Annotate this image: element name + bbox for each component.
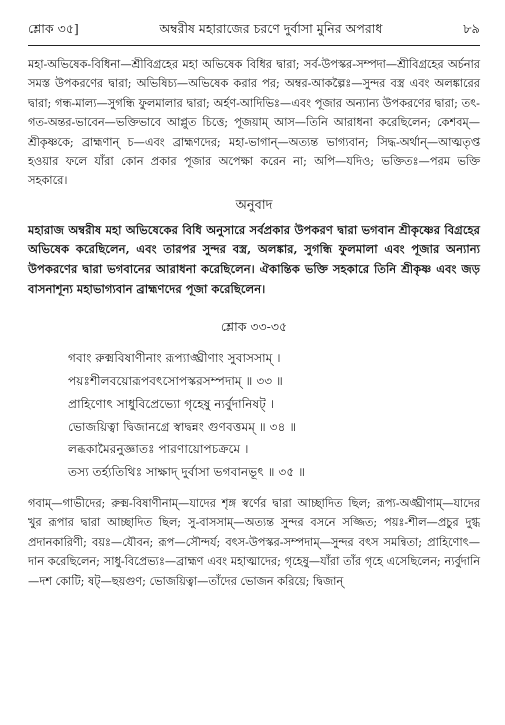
book-page [28, 20, 480, 710]
translation-text: মহারাজ অম্বরীষ মহা অভিষেকের বিধি অনুসারে সর্বপ্রকার উপকরণ দ্বারা ভগবান শ্রীকৃষ্ণের বিগ্রহের অভিষেক করেছিলেন, এবং তারপর সুন্দর বস্ত্র, অলঙ্কার, সুগন্ধি ফুলমালা এবং পূজার অন্যান্য উপকরণের দ্বারা ভগবানের আরাধনা করেছিলেন। ঐকান্তিক ভক্তি সহকারে তিনি শ্রীকৃষ্ণ এবং জড় বাসনাশূন্য মহাভাগ্যবান ব্রাহ্মণদের পূজা করেছিলেন। [28, 222, 480, 296]
verse-line: লব্ধকামৈরনুজ্ঞাতঃ পারণায়োপচক্রমে । [68, 442, 249, 457]
verse-line: তস্য তর্হ্যতিথিঃ সাক্ষাদ্ দুর্বাসা ভগবানভূৎ ॥ ৩৫ ॥ [68, 465, 306, 480]
page-number: ৮৯ [463, 22, 480, 37]
translation-heading: অনুবাদ [235, 197, 273, 213]
chapter-title: অম্বরীষ মহারাজের চরণে দুর্বাসা মুনির অপরাধ [159, 21, 383, 36]
running-header [28, 20, 480, 46]
verse-line: গবাং রুক্মবিষাণীনাং রূপ্যাঙ্ঘ্রীণাং সুবাসসাম্ । [68, 351, 281, 366]
word-meanings-bottom: গবাম্—গাভীদের; রুক্ম-বিষাণীনাম্—যাদের শৃঙ্গ স্বর্ণের দ্বারা আচ্ছাদিত ছিল; রূপ্য-অঙ্ঘ্রীণাম্—যাদের খুর রূপার দ্বারা আচ্ছাদিত ছিল; সু-বাসসাম্—অত্যন্ত সুন্দর বসনে সজ্জিত; পয়ঃ-শীল—প্রচুর দুগ্ধ প্রদানকারিণী; বয়ঃ—যৌবন; রূপ—সৌন্দর্য; বৎস-উপস্কর-সম্পদাম্—সুন্দর বৎস সমন্বিতা; প্রাহিণোৎ—দান করেছিলেন; সাধু-বিপ্রেভ্যঃ—ব্রাহ্মণ এবং মহাত্মাদের; গৃহেষু—যাঁরা তাঁর গৃহে এসেছিলেন; ন্যর্বুদানি—দশ কোটি; ষট্—ছয়গুণ; ভোজয়িত্বা—তাঁদের ভোজন করিয়ে; দ্বিজান্ [28, 497, 480, 588]
verse-heading: শ্লোক ৩৩-৩৫ [220, 319, 288, 335]
header-verse-ref: শ্লোক ৩৫] [28, 21, 79, 36]
verse-line: প্রাহিণোৎ সাধুবিপ্রেভ্যো গৃহেষু ন্যর্বুদানিষট্ । [68, 396, 275, 411]
verse-line: ভোজয়িত্বা দ্বিজানগ্রে স্বাদ্বন্নং গুণবত্তমম্ ॥ ৩৪ ॥ [68, 419, 297, 434]
word-meanings-top: মহা-অভিষেক-বিধিনা—শ্রীবিগ্রহের মহা অভিষেক বিধির দ্বারা; সর্ব-উপস্কর-সম্পদা—শ্রীবিগ্রহের অর্চনার সমস্ত উপকরণের দ্বারা; অভিষিচ্য—অভিষেক করার পর; অম্বর-আকল্পৈঃ—সুন্দর বস্ত্র এবং অলঙ্কারের দ্বারা; গন্ধ-মাল্য—সুগন্ধি ফুলমালার দ্বারা; অর্হণ-আদিভিঃ—এবং পূজার অন্যান্য উপকরণের দ্বারা; তৎ-গত-অন্তর-ভাবেন—ভক্তিভাবে আপ্লুত চিত্তে; পূজয়াম্ আস—তিনি আরাধনা করেছিলেন; কেশবম্—শ্রীকৃষ্ণকে; ব্রাহ্মণান্ চ—এবং ব্রাহ্মণদের; মহা-ভাগান্—অত্যন্ত ভাগ্যবান; সিদ্ধ-অর্থান্—আত্মতৃপ্ত হওয়ার ফলে যাঁরা কোন প্রকার পূজার অপেক্ষা করেন না; অপি—যদিও; ভক্তিতঃ—পরম ভক্তি সহকারে। [28, 58, 480, 188]
verse-block [68, 347, 480, 484]
verse-line: পয়ঃশীলবয়োরূপবৎসোপস্করসম্পদাম্ ॥ ৩৩ ॥ [68, 374, 283, 389]
